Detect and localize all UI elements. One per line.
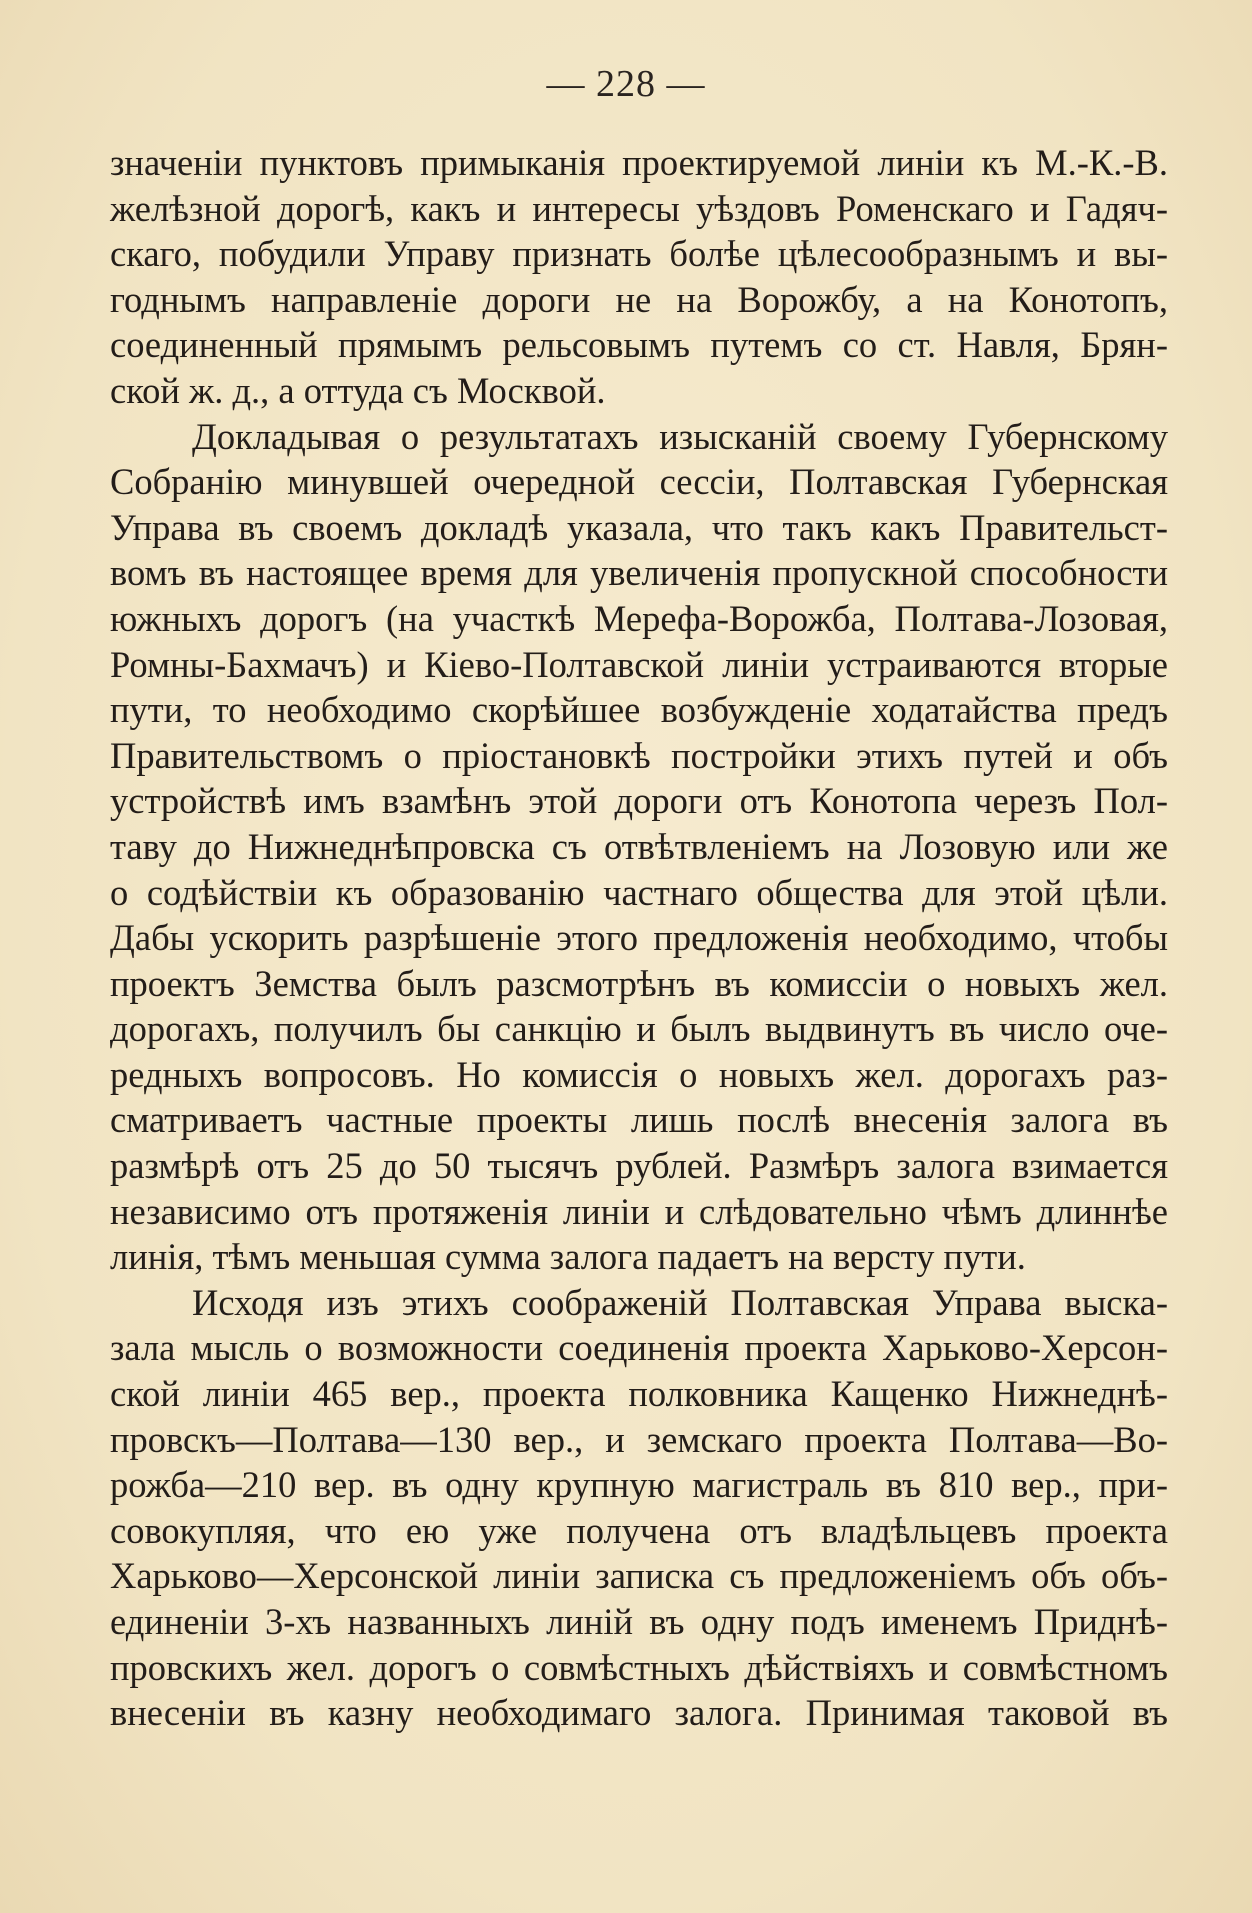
text-line: скаго, побудили Управу признать болѣе цѣлесообразнымъ и вы-: [110, 233, 1168, 275]
text-line: о содѣйствiи къ образованiю частнаго общества для этой цѣли.: [110, 871, 1168, 913]
text-line: соединенный прямымъ рельсовымъ путемъ со ст. Навля, Брян-: [110, 324, 1168, 366]
text-line: редныхъ вопросовъ. Но комиссiя о новыхъ жел. дорогахъ раз-: [110, 1053, 1168, 1095]
text-line: Докладывая о результатахъ изысканiй своему Губернскому: [192, 415, 1168, 457]
text-line: дорогахъ, получилъ бы санкцiю и былъ выдвинутъ въ число оче-: [110, 1008, 1168, 1050]
text-line: независимо отъ протяженiя линiи и слѣдовательно чѣмъ длиннѣе: [110, 1190, 1168, 1232]
text-line: годнымъ направленiе дороги не на Ворожбу, а на Конотопъ,: [110, 278, 1168, 320]
text-line: устройствѣ имъ взамѣнъ этой дороги отъ Конотопа черезъ Пол-: [110, 780, 1168, 822]
paragraph-1: [110, 140, 1168, 414]
text-line: таву до Нижнеднѣпровска съ отвѣтвленiемъ на Лозовую или же: [110, 825, 1168, 867]
text-line: совокупляя, что ею уже получена отъ владѣльцевъ проекта: [110, 1509, 1168, 1551]
text-line: зала мысль о возможности соединенiя проекта Харьково-Херсон-: [110, 1327, 1168, 1369]
page-number: — 228 —: [546, 63, 706, 105]
paragraph-3: [110, 1280, 1168, 1736]
text-line: внесенiи въ казну необходимаго залога. Принимая таковой въ: [110, 1692, 1168, 1734]
text-line: рожба—210 вер. въ одну крупную магистраль въ 810 вер., при-: [110, 1464, 1168, 1506]
text-line: Дабы ускорить разрѣшенiе этого предложенiя необходимо, чтобы: [110, 917, 1168, 959]
text-line: вомъ въ настоящее время для увеличенiя пропускной способности: [110, 552, 1168, 594]
text-line: пути, то необходимо скорѣйшее возбужденiе ходатайства предъ: [110, 689, 1168, 731]
text-line: Харьково—Херсонской линiи записка съ предложенiемъ объ объ-: [110, 1555, 1168, 1597]
text-line: размѣрѣ отъ 25 до 50 тысячъ рублей. Размѣръ залога взимается: [110, 1145, 1168, 1187]
text-line: значенiи пунктовъ примыканiя проектируемой линiи къ М.-К.-В.: [110, 142, 1168, 183]
text-line: ской ж. д., а оттуда съ Москвой.: [110, 369, 606, 411]
paragraph-2: [110, 414, 1168, 1280]
text-line: сматриваетъ частные проекты лишь послѣ внесенiя залога въ: [110, 1099, 1168, 1141]
text-line: провскъ—Полтава—130 вер., и земскаго проекта Полтава—Во-: [110, 1418, 1168, 1460]
text-line: Исходя изъ этихъ соображенiй Полтавская Управа выска-: [192, 1281, 1168, 1323]
text-line: Правительствомъ о прiостановкѣ постройки этихъ путей и объ: [110, 734, 1168, 776]
text-line: проектъ Земства былъ разсмотрѣнъ въ комиссiи о новыхъ жел.: [110, 962, 1168, 1004]
text-line: Управа въ своемъ докладѣ указала, что такъ какъ Правительст-: [110, 506, 1168, 548]
text-line: южныхъ дорогъ (на участкѣ Мерефа-Ворожба, Полтава-Лозовая,: [110, 597, 1168, 639]
text-line: линiя, тѣмъ меньшая сумма залога падаетъ на версту пути.: [110, 1236, 1026, 1278]
text-line: Собранiю минувшей очередной сессiи, Полтавская Губернская: [110, 461, 1168, 503]
text-line: ской линiи 465 вер., проекта полковника Кащенко Нижнеднѣ-: [110, 1373, 1168, 1415]
text-line: Ромны-Бахмачъ) и Кiево-Полтавской линiи устраиваются вторые: [110, 643, 1168, 685]
body-text: [110, 140, 1168, 1736]
text-line: единенiи 3-хъ названныхъ линiй въ одну подъ именемъ Приднѣ-: [110, 1601, 1168, 1642]
text-line: желѣзной дорогѣ, какъ и интересы уѣздовъ Роменскаго и Гадяч-: [110, 187, 1168, 229]
text-line: провскихъ жел. дорогъ о совмѣстныхъ дѣйствiяхъ и совмѣстномъ: [110, 1646, 1168, 1688]
